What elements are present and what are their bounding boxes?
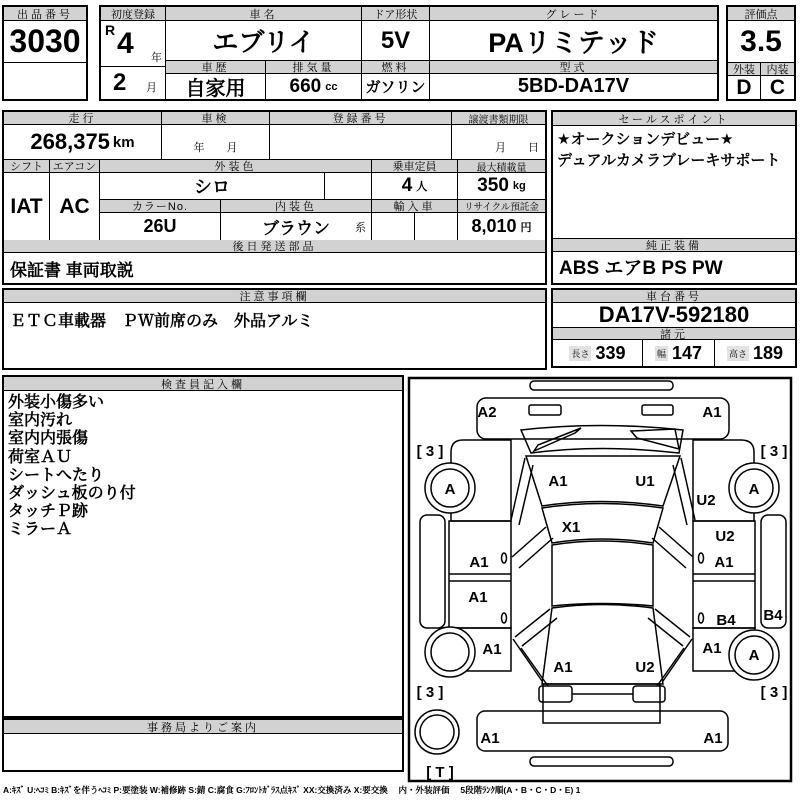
ext-color-label: 外装色 [100,160,372,173]
notes-label: 注意事項欄 [4,290,545,303]
damage-marker: A [748,647,760,664]
transfer-value: 月 日 [495,142,539,154]
sales-points-label: セールスポイント [553,112,795,126]
damage-marker: A1 [482,641,502,658]
inspector-line: 室内汚れ [8,412,73,430]
displacement-subcol [266,61,361,99]
mileage-label: 走行 [4,112,161,125]
damage-marker: A1 [703,730,723,747]
later-parts-value: 保証書 車両取説 [10,260,134,280]
door-shape-label: ドア形状 [362,7,429,21]
model-code-value: 5BD-DA17V [517,75,630,97]
max-load-label: 最大積載量 [458,160,545,173]
mileage-col [4,112,162,159]
damage-marker: [ 3 ] [760,684,788,701]
oem-value: ABS エアB PS PW [559,258,723,279]
damage-marker: A1 [714,554,734,571]
transfer-label: 譲渡書類期限 [452,112,545,125]
recycle-value [458,213,545,240]
aircon-col [50,160,100,240]
import-label: 輸入車 [372,200,458,213]
history-subcol [166,61,266,99]
auction-number-value: 3030 [4,21,86,63]
first-registration-year-cell [101,21,165,67]
sales-points-box [551,110,797,285]
era-value: R [105,22,116,38]
damage-marker: U1 [635,473,655,490]
shift-label: シフト [4,160,49,173]
damage-marker: [ 3 ] [416,684,444,701]
shaken-value: 年 月 [193,142,238,154]
sales-point-line: ★オークションデビュー★ [557,131,734,148]
chassis-value: DA17V-592180 [553,303,795,328]
legend-line: A:ｷｽﾞ U:ﾍｺﾐ B:ｷｽﾞを伴うﾍｺﾐ P:要塗装 W:補修跡 S:錆 C:腐食 G:ﾌﾛﾝﾄｶﾞﾗｽ点ｷｽﾞ XX:交換済み X:要交換 内・外装評価 5段階ﾗﾝｸ順(A・B・C・D・E) 1 [3,785,581,795]
grade-value: PAリミテッド [430,21,717,61]
length-label: 長さ [569,346,591,361]
damage-marker: A1 [469,554,489,571]
history-value: 自家用 [185,78,246,99]
inspector-notes-content [4,391,402,543]
interior-label: 内装 [761,63,794,76]
first-registration-col [101,7,166,99]
damage-marker: B4 [763,607,783,624]
shaken-label: 車検 [162,112,269,125]
car-name-col [166,7,362,99]
color-no-value: 26U [100,213,221,240]
damage-marker: A1 [553,659,573,676]
damage-marker: [ 3 ] [416,443,444,460]
taillight-left [539,686,572,702]
color-no-label: カラーNo. [100,200,221,213]
sales-points-content [553,126,795,239]
notes-value: ＥＴＣ車載器 ＰＷ前席のみ 外品アルミ [10,313,314,330]
headlight-left [529,405,561,415]
color-capacity-grid [100,160,545,240]
inspector-line: 外装小傷多い [8,394,105,411]
damage-diagram [405,375,795,785]
damage-marker: A [748,481,760,498]
import-cell-2 [415,213,458,240]
first-registration-month-cell [101,67,165,99]
damage-marker: A1 [468,589,488,606]
width-label: 幅 [655,346,668,361]
notes-box [2,288,547,370]
ext-color-sub-empty [325,173,372,199]
displacement-unit: cc [325,80,338,93]
inspector-notes-label: 検査員記入欄 [4,377,402,391]
sales-point-line: デュアルカメラブレーキサポート [557,152,781,169]
damage-marker: U2 [696,492,716,509]
reg-no-value [270,125,451,159]
roof-panel [552,541,653,606]
damage-marker: A1 [548,473,568,490]
later-parts-label: 後日発送部品 [4,240,545,253]
exterior-label: 外装 [728,63,761,76]
damage-marker: A1 [702,640,722,657]
displacement-label: 排気量 [266,61,361,74]
car-name-label: 車名 [166,7,361,21]
max-load-unit: kg [512,180,526,192]
reg-no-col [270,112,452,159]
length-value: 339 [595,342,626,363]
int-color-value [221,213,372,240]
int-color-label: 内装色 [221,200,372,213]
mileage-unit: km [112,133,135,151]
damage-marker: A2 [477,404,497,421]
inspector-line: 荷室ＡＵ [8,448,73,466]
recycle-label: リサイクル預託金 [458,200,545,213]
fuel-value: ガソリン [365,79,426,96]
transfer-col [452,112,545,159]
damage-markers [417,404,788,781]
auction-number-empty [4,63,86,97]
roof-front-band [542,504,663,544]
ext-color-value: シロ [100,173,325,199]
rear-bumper-strip [530,757,673,766]
shaken-col [162,112,270,159]
displacement-value [266,74,361,99]
height-value: 189 [752,342,784,363]
score-label: 評価点 [728,7,794,21]
model-code-label: 型式 [430,61,717,74]
score-value: 3.5 [728,21,794,63]
width-cell [643,340,715,366]
headlight-right [642,405,673,415]
grade-label: グレード [430,7,717,21]
length-cell [553,340,643,366]
capacity-unit: 人 [416,181,428,193]
inspector-line: シートへたり [8,466,105,484]
front-bumper-strip [530,381,673,390]
capacity-value [372,173,458,199]
rear-panel [477,711,728,751]
chassis-label: 車台番号 [553,290,795,303]
door-shape-col [362,7,430,99]
office-info-box [2,718,404,772]
damage-marker: A [444,481,456,498]
car-outline-svg [405,375,795,785]
mileage-number: 268,375 [30,129,110,154]
car-name-value: エブリイ [166,21,361,61]
middle-left-table [2,110,547,285]
aircon-label: エアコン [50,160,99,173]
displacement-number: 660 [289,75,322,97]
chassis-box [551,288,797,368]
recycle-number: 8,010 [471,216,517,236]
damage-marker: [ T ] [426,764,454,781]
shift-value: IAT [10,194,43,218]
capacity-number: 4 [401,175,413,196]
damage-marker: U2 [635,659,655,676]
max-load-value [458,173,545,199]
shift-col [4,160,50,240]
vehicle-header-table [99,5,719,101]
damage-marker: X1 [561,519,581,536]
recycle-unit: 円 [520,221,532,234]
height-label: 高さ [727,346,749,361]
int-color-suffix: 系 [355,222,366,234]
auction-number-label: 出品番号 [4,7,86,21]
max-load-number: 350 [477,175,509,196]
reg-no-label: 登録番号 [270,112,451,125]
damage-marker: [ 3 ] [760,443,788,460]
mileage-value [4,125,161,159]
first-registration-label: 初度登録 [101,7,165,21]
damage-marker: A1 [480,730,500,747]
width-value: 147 [671,342,703,363]
year-unit: 年 [151,52,162,64]
exterior-grade: D [728,76,761,99]
inspector-line: ミラーＡ [8,521,73,539]
month-value: 2 [113,69,127,96]
interior-grade: C [769,76,786,99]
front-panel [477,398,729,439]
auction-number-box [2,5,88,101]
oem-label: 純正装備 [553,239,795,252]
inspector-line: タッチＰ跡 [8,503,89,521]
import-cell-1 [372,213,415,240]
grade-col [430,7,717,99]
tailgate-lower [543,684,660,723]
year-value: 4 [117,27,134,60]
capacity-label: 乗車定員 [372,160,458,173]
specs-label: 諸元 [553,328,795,340]
office-info-label: 事務局よりご案内 [4,720,402,734]
door-shape-value: 5V [362,21,429,61]
damage-marker: B4 [716,612,736,629]
height-cell [715,340,795,366]
aircon-value: AC [59,194,90,218]
inspector-notes-box [2,375,404,718]
inspector-line: 室内内張傷 [8,430,89,448]
history-label: 車歴 [166,61,265,74]
left-sill [420,515,445,628]
inspector-line: ダッシュ板のり付 [8,485,136,503]
damage-marker: A1 [702,404,722,421]
fuel-label: 燃料 [362,61,429,74]
damage-marker: U2 [715,528,735,545]
int-color-name: ブラウン [262,219,330,238]
month-unit: 月 [146,82,157,94]
score-box [726,5,796,101]
